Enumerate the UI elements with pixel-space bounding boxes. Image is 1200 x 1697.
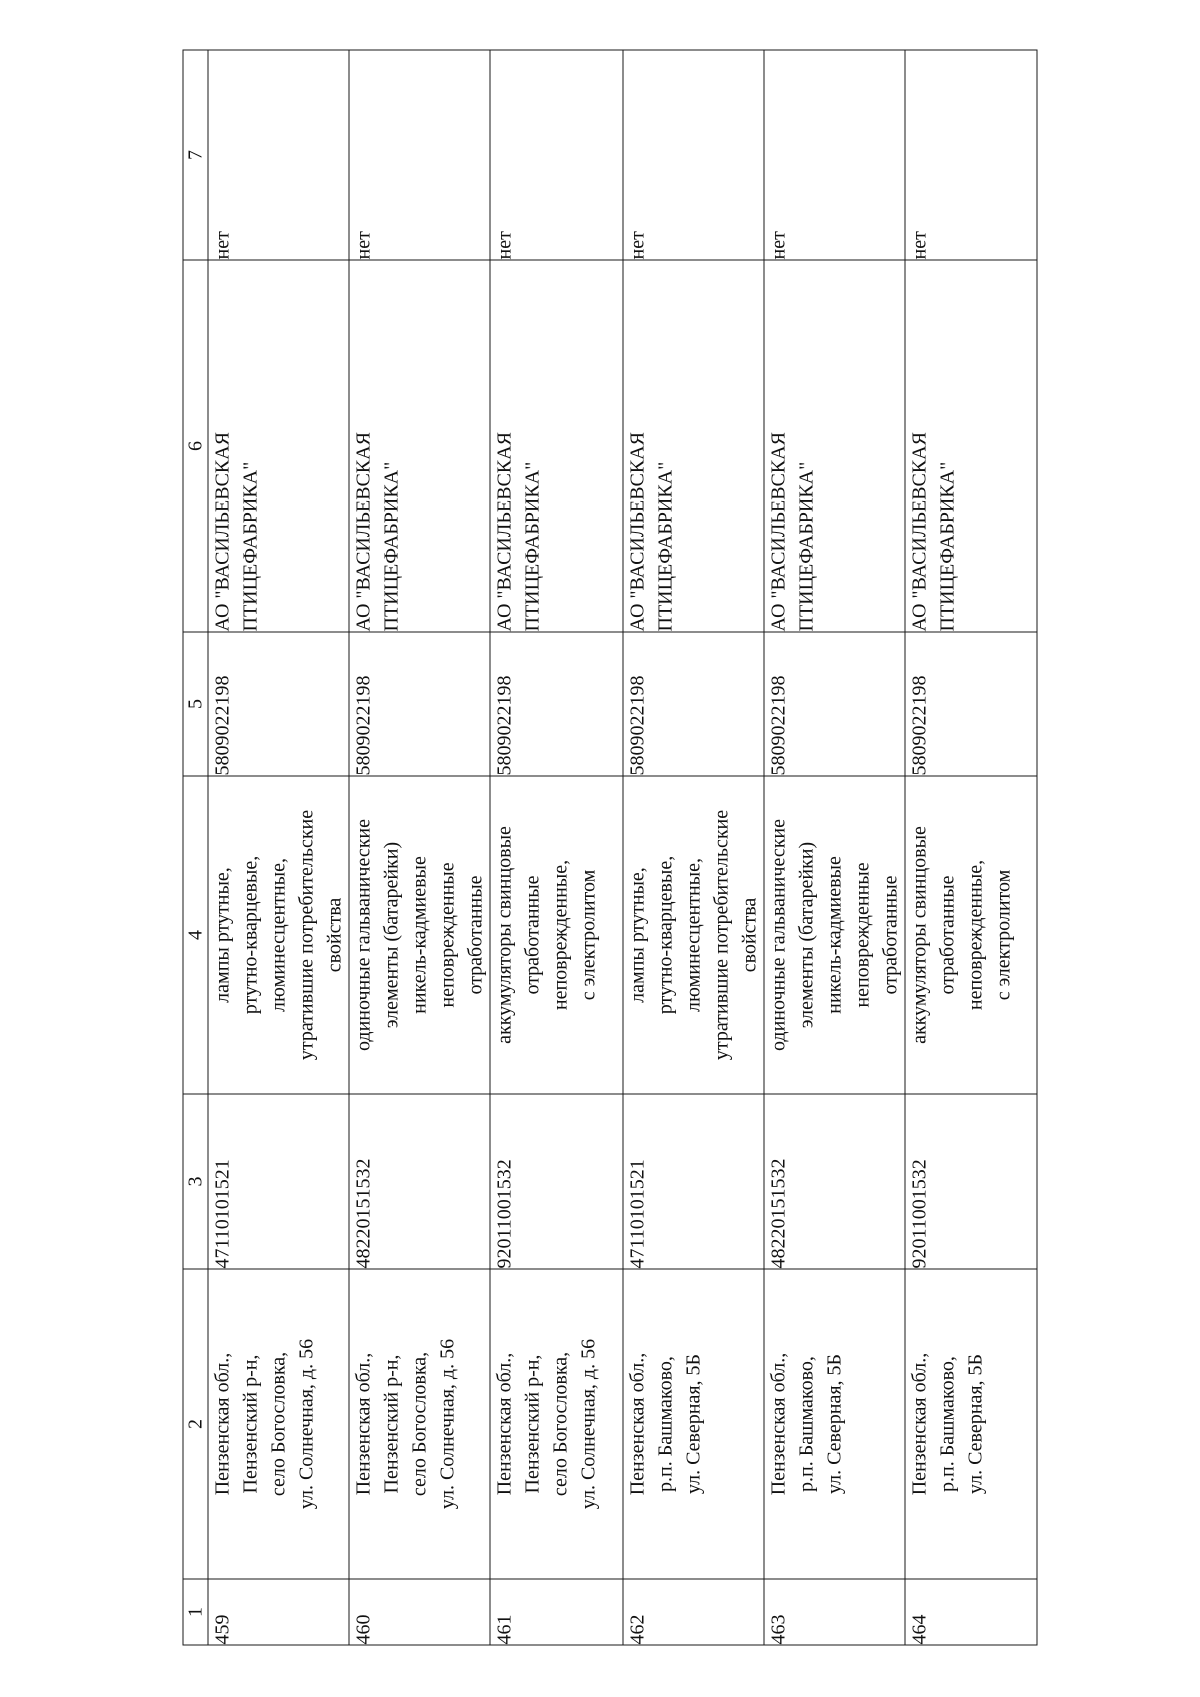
inn-value: 5809022198 bbox=[904, 632, 1037, 776]
waste-type-line: с электролитом bbox=[577, 869, 599, 1001]
waste-type-line: элементы (батарейки) bbox=[794, 841, 817, 1029]
waste-type-line: утратившие потребительские bbox=[709, 809, 732, 1061]
row-number: 460 bbox=[349, 1579, 490, 1645]
header-col-2: 2 bbox=[183, 1269, 208, 1579]
waste-type-cell bbox=[208, 776, 349, 1094]
header-col-6: 6 bbox=[183, 260, 208, 632]
waste-type-line: неповрежденные, bbox=[963, 859, 986, 1011]
waste-type-cell bbox=[622, 776, 763, 1094]
row-number: 462 bbox=[622, 1579, 763, 1645]
address-cell bbox=[349, 1269, 490, 1579]
organization-line: АО "ВАСИЛЬЕВСКАЯ bbox=[907, 432, 930, 632]
waste-type-line: неповрежденные, bbox=[549, 859, 571, 1011]
waste-type-line: одиночные гальванические bbox=[766, 819, 789, 1051]
waste-type-line: неповрежденные bbox=[850, 862, 873, 1008]
table-body bbox=[208, 50, 1037, 1645]
row-number: 464 bbox=[904, 1579, 1037, 1645]
note-value: нет bbox=[208, 50, 349, 260]
fkko-code: 48220151532 bbox=[763, 1094, 904, 1269]
header-col-1: 1 bbox=[183, 1579, 208, 1645]
header-row bbox=[183, 50, 208, 1645]
row-number: 459 bbox=[208, 1579, 349, 1645]
address-line: Пензенская обл., bbox=[352, 1352, 374, 1496]
header-col-5: 5 bbox=[183, 632, 208, 776]
fkko-code: 47110101521 bbox=[622, 1094, 763, 1269]
organization-line: ПТИЦЕФАБРИКА" bbox=[239, 461, 261, 632]
address-line: Пензенская обл., bbox=[625, 1352, 648, 1496]
row-number: 461 bbox=[490, 1579, 623, 1645]
address-line: Пензенская обл., bbox=[907, 1352, 930, 1496]
waste-type-line: ртутно-кварцевые, bbox=[239, 855, 261, 1015]
organization-line: ПТИЦЕФАБРИКА" bbox=[521, 461, 543, 632]
waste-type-line: аккумуляторы свинцовые bbox=[493, 826, 515, 1044]
table-row bbox=[622, 50, 763, 1645]
waste-type-cell bbox=[349, 776, 490, 1094]
waste-type-cell bbox=[904, 776, 1037, 1094]
address-line: р.п. Башмаково, bbox=[935, 1356, 958, 1492]
organization-line: ПТИЦЕФАБРИКА" bbox=[653, 461, 676, 632]
address-cell bbox=[763, 1269, 904, 1579]
waste-type-line: неповрежденные bbox=[436, 862, 458, 1008]
address-line: р.п. Башмаково, bbox=[653, 1356, 676, 1492]
organization-cell bbox=[622, 260, 763, 632]
address-line: ул. Северная, 5Б bbox=[963, 1353, 986, 1495]
organization-line: ПТИЦЕФАБРИКА" bbox=[380, 461, 402, 632]
inn-value: 5809022198 bbox=[208, 632, 349, 776]
organization-cell bbox=[208, 260, 349, 632]
note-value: нет bbox=[763, 50, 904, 260]
waste-type-line: отработанные bbox=[878, 875, 901, 995]
address-line: Пензенская обл., bbox=[766, 1352, 789, 1496]
waste-type-line: элементы (батарейки) bbox=[380, 841, 402, 1029]
waste-type-cell bbox=[763, 776, 904, 1094]
waste-type-line: лампы ртутные, bbox=[211, 867, 233, 1003]
organization-line: АО "ВАСИЛЬЕВСКАЯ bbox=[211, 432, 233, 632]
waste-type-line: никель-кадмиевые bbox=[822, 856, 845, 1014]
waste-type-line: с электролитом bbox=[991, 869, 1014, 1001]
address-line: ул. Солнечная, д. 56 bbox=[436, 1338, 458, 1510]
waste-type-line: отработанные bbox=[521, 875, 543, 995]
address-line: Пензенский р-н, bbox=[521, 1354, 543, 1494]
organization-cell bbox=[349, 260, 490, 632]
header-col-4: 4 bbox=[183, 776, 208, 1094]
table-row bbox=[904, 50, 1037, 1645]
organization-cell bbox=[490, 260, 623, 632]
fkko-code: 47110101521 bbox=[208, 1094, 349, 1269]
registry-table bbox=[182, 50, 1037, 1646]
note-value: нет bbox=[622, 50, 763, 260]
fkko-code: 92011001532 bbox=[904, 1094, 1037, 1269]
organization-line: АО "ВАСИЛЬЕВСКАЯ bbox=[493, 432, 515, 632]
waste-type-line: аккумуляторы свинцовые bbox=[907, 826, 930, 1044]
organization-cell bbox=[763, 260, 904, 632]
organization-line: АО "ВАСИЛЬЕВСКАЯ bbox=[766, 432, 789, 632]
waste-type-line: одиночные гальванические bbox=[352, 819, 374, 1051]
fkko-code: 48220151532 bbox=[349, 1094, 490, 1269]
address-line: село Богословка, bbox=[549, 1351, 571, 1497]
waste-type-line: ртутно-кварцевые, bbox=[653, 855, 676, 1015]
organization-line: ПТИЦЕФАБРИКА" bbox=[794, 461, 817, 632]
address-cell bbox=[904, 1269, 1037, 1579]
address-line: ул. Северная, 5Б bbox=[822, 1353, 845, 1495]
waste-type-line: свойства bbox=[737, 897, 760, 973]
inn-value: 5809022198 bbox=[763, 632, 904, 776]
address-line: село Богословка, bbox=[267, 1351, 289, 1497]
waste-type-line: лампы ртутные, bbox=[625, 867, 648, 1003]
waste-type-cell bbox=[490, 776, 623, 1094]
inn-value: 5809022198 bbox=[490, 632, 623, 776]
table-row bbox=[208, 50, 349, 1645]
waste-type-line: отработанные bbox=[464, 875, 486, 995]
inn-value: 5809022198 bbox=[349, 632, 490, 776]
address-line: р.п. Башмаково, bbox=[794, 1356, 817, 1492]
note-value: нет bbox=[490, 50, 623, 260]
address-line: ул. Солнечная, д. 56 bbox=[295, 1338, 317, 1510]
table-row bbox=[763, 50, 904, 1645]
waste-type-line: люминесцентные, bbox=[267, 858, 289, 1013]
row-number: 463 bbox=[763, 1579, 904, 1645]
address-line: село Богословка, bbox=[408, 1351, 430, 1497]
rotated-page bbox=[182, 51, 1014, 1646]
address-line: ул. Солнечная, д. 56 bbox=[577, 1338, 599, 1510]
address-cell bbox=[208, 1269, 349, 1579]
waste-type-line: отработанные bbox=[935, 875, 958, 995]
header-col-3: 3 bbox=[183, 1094, 208, 1269]
organization-line: ПТИЦЕФАБРИКА" bbox=[935, 461, 958, 632]
address-line: Пензенский р-н, bbox=[239, 1354, 261, 1494]
address-cell bbox=[490, 1269, 623, 1579]
fkko-code: 92011001532 bbox=[490, 1094, 623, 1269]
note-value: нет bbox=[904, 50, 1037, 260]
table-row bbox=[490, 50, 623, 1645]
organization-line: АО "ВАСИЛЬЕВСКАЯ bbox=[625, 432, 648, 632]
address-line: Пензенский р-н, bbox=[380, 1354, 402, 1494]
waste-type-line: утратившие потребительские bbox=[295, 809, 317, 1061]
waste-type-line: никель-кадмиевые bbox=[408, 856, 430, 1014]
address-line: Пензенская обл., bbox=[493, 1352, 515, 1496]
organization-cell bbox=[904, 260, 1037, 632]
waste-type-line: свойства bbox=[323, 897, 345, 973]
address-cell bbox=[622, 1269, 763, 1579]
inn-value: 5809022198 bbox=[622, 632, 763, 776]
organization-line: АО "ВАСИЛЬЕВСКАЯ bbox=[352, 432, 374, 632]
header-col-7: 7 bbox=[183, 50, 208, 260]
address-line: ул. Северная, 5Б bbox=[681, 1353, 704, 1495]
note-value: нет bbox=[349, 50, 490, 260]
table-row bbox=[349, 50, 490, 1645]
waste-type-line: люминесцентные, bbox=[681, 858, 704, 1013]
address-line: Пензенская обл., bbox=[211, 1352, 233, 1496]
